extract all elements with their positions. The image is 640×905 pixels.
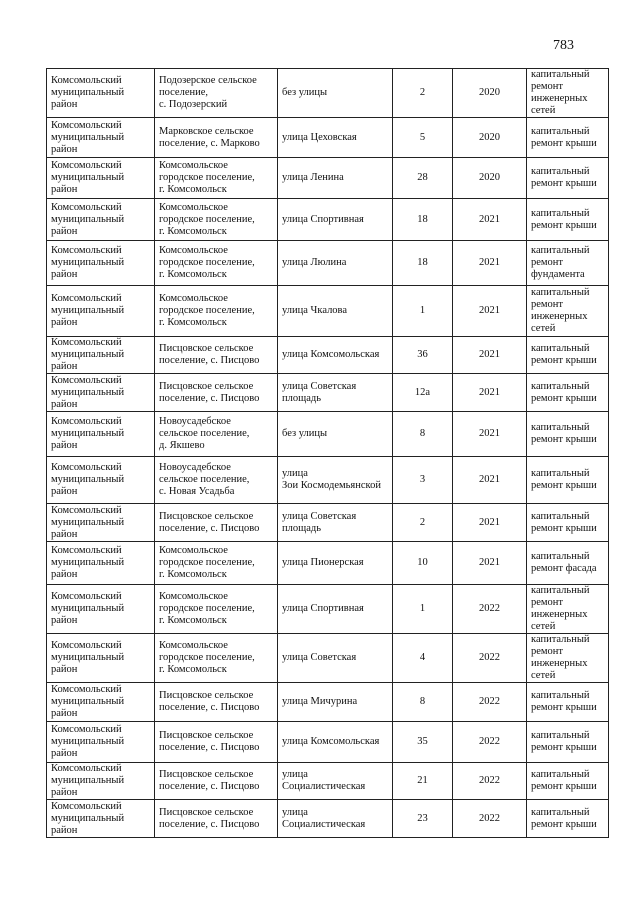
house-number-cell: 4 <box>393 634 453 683</box>
repair-schedule-table <box>46 68 609 838</box>
year-cell: 2022 <box>453 585 527 634</box>
district-cell: Комсомольский муниципальный район <box>47 542 155 585</box>
street-cell: улица Цеховская <box>278 118 393 158</box>
work-type-cell: капитальный ремонт инженерных сетей <box>527 634 609 683</box>
work-type-cell: капитальный ремонт крыши <box>527 158 609 199</box>
settlement-cell: Писцовское сельское поселение, с. Писцово <box>155 337 278 374</box>
settlement-cell: Комсомольское городское поселение, г. Комсомольск <box>155 542 278 585</box>
year-cell: 2022 <box>453 722 527 763</box>
page-number: 783 <box>553 38 574 53</box>
district-cell: Комсомольский муниципальный район <box>47 683 155 722</box>
year-cell: 2021 <box>453 241 527 286</box>
district-cell: Комсомольский муниципальный район <box>47 199 155 241</box>
work-type-cell: капитальный ремонт фундамента <box>527 241 609 286</box>
settlement-cell: Комсомольское городское поселение, г. Комсомольск <box>155 158 278 199</box>
table-row <box>47 69 609 118</box>
district-cell: Комсомольский муниципальный район <box>47 158 155 199</box>
house-number-cell: 36 <box>393 337 453 374</box>
district-cell: Комсомольский муниципальный район <box>47 763 155 800</box>
table-row <box>47 412 609 457</box>
table-row <box>47 683 609 722</box>
house-number-cell: 10 <box>393 542 453 585</box>
table-row <box>47 634 609 683</box>
house-number-cell: 18 <box>393 241 453 286</box>
work-type-cell: капитальный ремонт крыши <box>527 683 609 722</box>
house-number-cell: 21 <box>393 763 453 800</box>
house-number-cell: 8 <box>393 683 453 722</box>
street-cell: улица Спортивная <box>278 199 393 241</box>
work-type-cell: капитальный ремонт крыши <box>527 337 609 374</box>
house-number-cell: 8 <box>393 412 453 457</box>
year-cell: 2020 <box>453 118 527 158</box>
street-cell: улица Мичурина <box>278 683 393 722</box>
work-type-cell: капитальный ремонт крыши <box>527 412 609 457</box>
year-cell: 2022 <box>453 683 527 722</box>
district-cell: Комсомольский муниципальный район <box>47 504 155 542</box>
settlement-cell: Писцовское сельское поселение, с. Писцово <box>155 504 278 542</box>
year-cell: 2021 <box>453 412 527 457</box>
district-cell: Комсомольский муниципальный район <box>47 634 155 683</box>
district-cell: Комсомольский муниципальный район <box>47 722 155 763</box>
district-cell: Комсомольский муниципальный район <box>47 286 155 337</box>
table-row <box>47 763 609 800</box>
street-cell: улица Чкалова <box>278 286 393 337</box>
year-cell: 2021 <box>453 504 527 542</box>
house-number-cell: 3 <box>393 457 453 504</box>
district-cell: Комсомольский муниципальный район <box>47 585 155 634</box>
year-cell: 2021 <box>453 199 527 241</box>
table-row <box>47 199 609 241</box>
settlement-cell: Новоусадебское сельское поселение, с. Новая Усадьба <box>155 457 278 504</box>
district-cell: Комсомольский муниципальный район <box>47 118 155 158</box>
street-cell: улица Комсомольская <box>278 337 393 374</box>
table-row <box>47 286 609 337</box>
table-row <box>47 542 609 585</box>
settlement-cell: Писцовское сельское поселение, с. Писцово <box>155 374 278 412</box>
district-cell: Комсомольский муниципальный район <box>47 800 155 838</box>
house-number-cell: 35 <box>393 722 453 763</box>
street-cell: улица Социалистическая <box>278 800 393 838</box>
house-number-cell: 2 <box>393 69 453 118</box>
table-row <box>47 585 609 634</box>
settlement-cell: Писцовское сельское поселение, с. Писцово <box>155 683 278 722</box>
settlement-cell: Новоусадебское сельское поселение, д. Якшево <box>155 412 278 457</box>
table-row <box>47 241 609 286</box>
settlement-cell: Комсомольское городское поселение, г. Комсомольск <box>155 199 278 241</box>
house-number-cell: 12а <box>393 374 453 412</box>
street-cell: улица Советская площадь <box>278 374 393 412</box>
district-cell: Комсомольский муниципальный район <box>47 412 155 457</box>
work-type-cell: капитальный ремонт крыши <box>527 800 609 838</box>
settlement-cell: Писцовское сельское поселение, с. Писцово <box>155 722 278 763</box>
work-type-cell: капитальный ремонт крыши <box>527 722 609 763</box>
street-cell: без улицы <box>278 69 393 118</box>
district-cell: Комсомольский муниципальный район <box>47 241 155 286</box>
settlement-cell: Комсомольское городское поселение, г. Комсомольск <box>155 634 278 683</box>
settlement-cell: Комсомольское городское поселение, г. Комсомольск <box>155 286 278 337</box>
year-cell: 2021 <box>453 286 527 337</box>
house-number-cell: 5 <box>393 118 453 158</box>
street-cell: улица Спортивная <box>278 585 393 634</box>
table-row <box>47 118 609 158</box>
house-number-cell: 18 <box>393 199 453 241</box>
year-cell: 2022 <box>453 763 527 800</box>
district-cell: Комсомольский муниципальный район <box>47 374 155 412</box>
street-cell: улица Люлина <box>278 241 393 286</box>
table-row <box>47 800 609 838</box>
table-row <box>47 722 609 763</box>
settlement-cell: Комсомольское городское поселение, г. Комсомольск <box>155 585 278 634</box>
street-cell: улица Ленина <box>278 158 393 199</box>
house-number-cell: 2 <box>393 504 453 542</box>
house-number-cell: 1 <box>393 286 453 337</box>
year-cell: 2021 <box>453 542 527 585</box>
year-cell: 2021 <box>453 374 527 412</box>
street-cell: улица Социалистическая <box>278 763 393 800</box>
street-cell: улица Советская <box>278 634 393 683</box>
street-cell: улица Зои Космодемьянской <box>278 457 393 504</box>
house-number-cell: 23 <box>393 800 453 838</box>
table-row <box>47 504 609 542</box>
district-cell: Комсомольский муниципальный район <box>47 337 155 374</box>
table-row <box>47 337 609 374</box>
year-cell: 2021 <box>453 337 527 374</box>
year-cell: 2020 <box>453 69 527 118</box>
work-type-cell: капитальный ремонт крыши <box>527 118 609 158</box>
work-type-cell: капитальный ремонт крыши <box>527 457 609 504</box>
settlement-cell: Подозерское сельское поселение, с. Подозерский <box>155 69 278 118</box>
year-cell: 2022 <box>453 800 527 838</box>
work-type-cell: капитальный ремонт крыши <box>527 504 609 542</box>
work-type-cell: капитальный ремонт инженерных сетей <box>527 286 609 337</box>
work-type-cell: капитальный ремонт крыши <box>527 374 609 412</box>
house-number-cell: 1 <box>393 585 453 634</box>
table-row <box>47 374 609 412</box>
year-cell: 2020 <box>453 158 527 199</box>
settlement-cell: Писцовское сельское поселение, с. Писцово <box>155 800 278 838</box>
table-row <box>47 158 609 199</box>
work-type-cell: капитальный ремонт крыши <box>527 199 609 241</box>
settlement-cell: Писцовское сельское поселение, с. Писцово <box>155 763 278 800</box>
district-cell: Комсомольский муниципальный район <box>47 457 155 504</box>
street-cell: улица Советская площадь <box>278 504 393 542</box>
street-cell: без улицы <box>278 412 393 457</box>
street-cell: улица Комсомольская <box>278 722 393 763</box>
table-body <box>47 69 609 838</box>
work-type-cell: капитальный ремонт крыши <box>527 763 609 800</box>
work-type-cell: капитальный ремонт фасада <box>527 542 609 585</box>
year-cell: 2022 <box>453 634 527 683</box>
settlement-cell: Марковское сельское поселение, с. Марково <box>155 118 278 158</box>
street-cell: улица Пионерская <box>278 542 393 585</box>
settlement-cell: Комсомольское городское поселение, г. Комсомольск <box>155 241 278 286</box>
work-type-cell: капитальный ремонт инженерных сетей <box>527 585 609 634</box>
district-cell: Комсомольский муниципальный район <box>47 69 155 118</box>
year-cell: 2021 <box>453 457 527 504</box>
house-number-cell: 28 <box>393 158 453 199</box>
work-type-cell: капитальный ремонт инженерных сетей <box>527 69 609 118</box>
table-row <box>47 457 609 504</box>
